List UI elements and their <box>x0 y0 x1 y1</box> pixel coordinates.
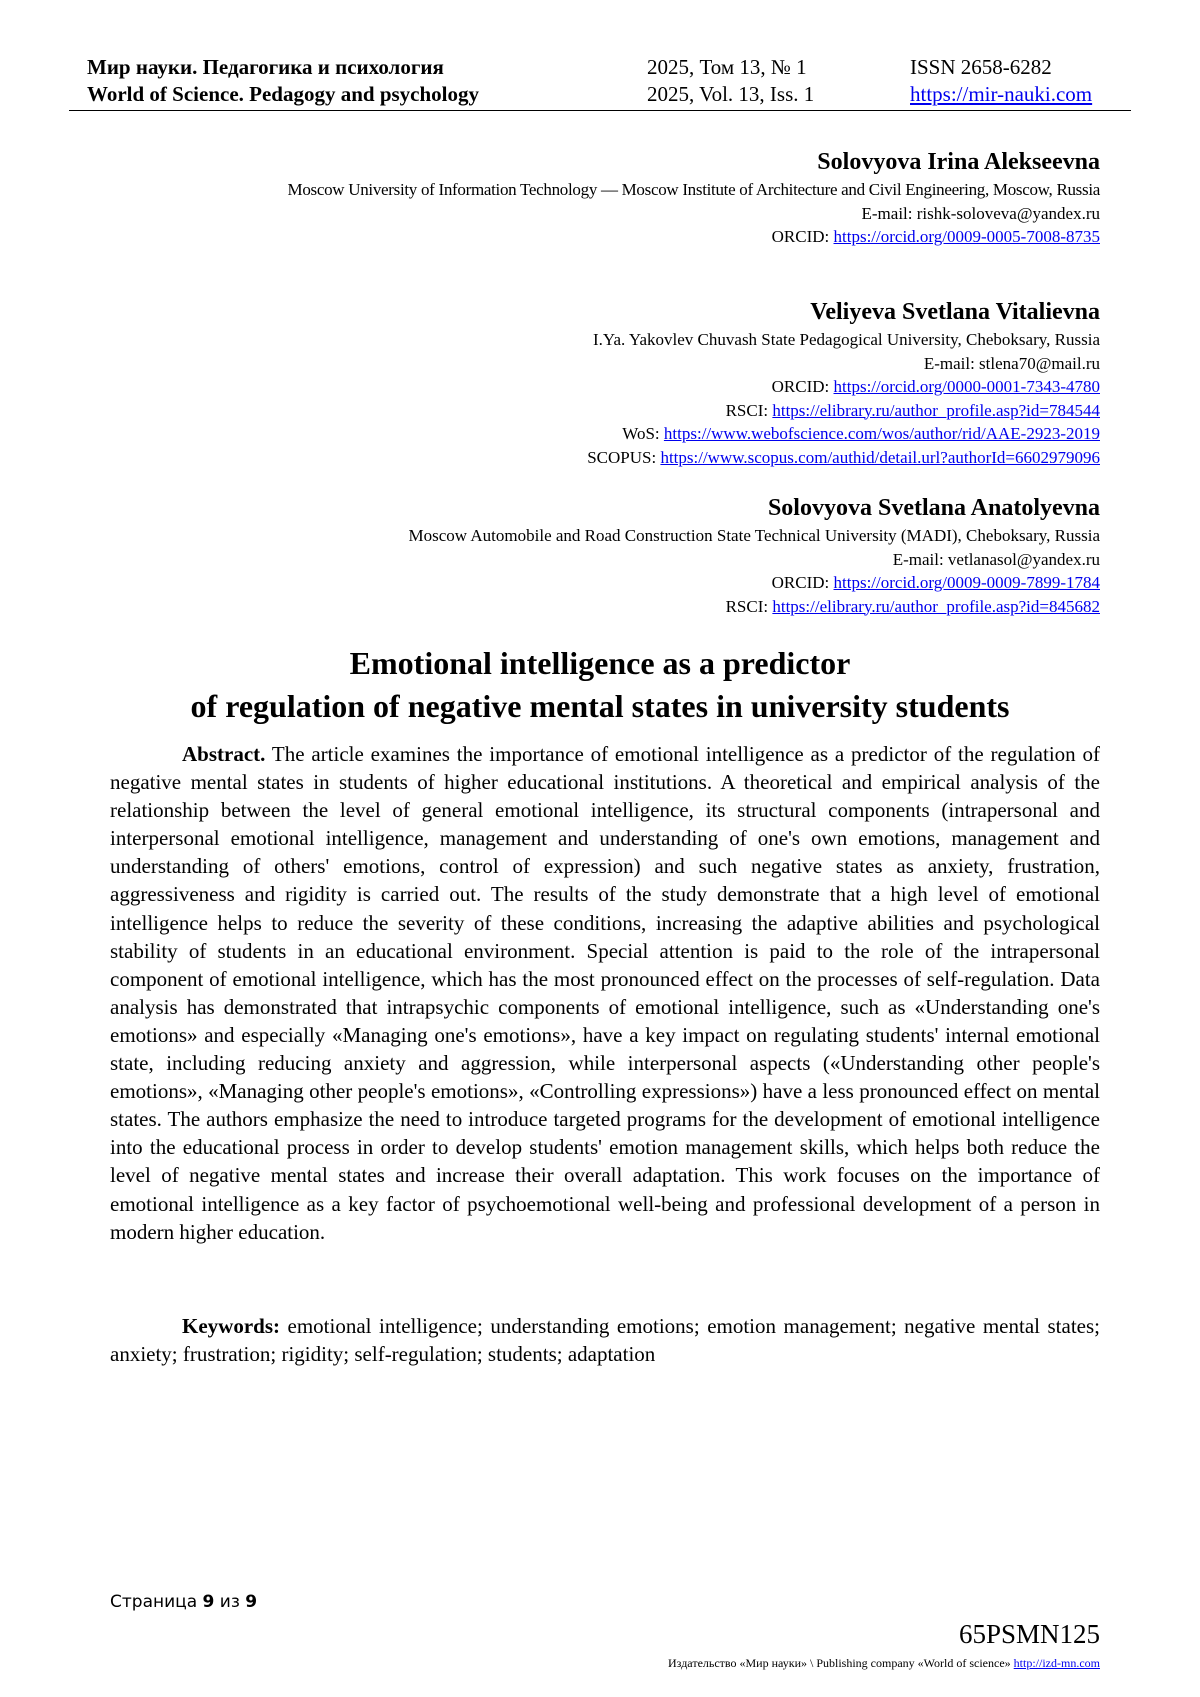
author-name: Solovyova Svetlana Anatolyevna <box>767 495 1100 521</box>
author-email: E-mail: vetlanasol@yandex.ru <box>892 549 1100 569</box>
keywords-text: emotional intelligence; understanding emotions; emotion management; negative mental states; anxiety; frustration; rigidity; self-regulation; students; adaptation <box>110 1314 1100 1367</box>
page-total: 9 <box>245 1592 258 1612</box>
rsci-link[interactable]: https://elibrary.ru/author_profile.asp?id=784544 <box>772 400 1100 420</box>
author-link-row <box>587 422 1100 446</box>
journal-title-en: World of Science. Pedagogy and psychology <box>87 82 480 106</box>
author-name: Solovyova Irina Alekseevna <box>817 149 1100 175</box>
author-link-label: RSCI: <box>725 400 773 420</box>
author-affiliation: Moscow University of Information Technology — Moscow Institute of Architecture and Civil Engineering, Moscow, Russia <box>287 180 1100 199</box>
abstract <box>110 740 1100 1246</box>
issue-info-ru: 2025, Том 13, № 1 <box>647 55 807 79</box>
author-link-label: ORCID: <box>771 227 834 246</box>
issue-info-en: 2025, Vol. 13, Iss. 1 <box>647 82 815 106</box>
wos-link[interactable]: https://www.webofscience.com/wos/author/rid/AAE-2923-2019 <box>663 424 1100 443</box>
author-affiliation: I.Ya. Yakovlev Chuvash State Pedagogical University, Cheboksary, Russia <box>593 330 1100 349</box>
page-counter-prefix: Страница <box>110 1592 203 1612</box>
article-code: 65PSMN125 <box>958 1619 1100 1649</box>
journal-site-link[interactable]: https://mir-nauki.com <box>910 82 1093 106</box>
publisher-text: Издательство «Мир науки» \ Publishing company «World of science» <box>668 1656 1014 1670</box>
orcid-link[interactable]: https://orcid.org/0009-0005-7008-8735 <box>833 227 1100 246</box>
author-link-row <box>587 375 1100 399</box>
keywords <box>110 1312 1100 1368</box>
abstract-label: Abstract. <box>182 742 266 766</box>
keywords-label: Keywords: <box>182 1314 280 1338</box>
abstract-text: The article examines the importance of emotional intelligence as a predictor of the regulation of negative mental states in students of higher educational institutions. A theoretical and empirical analysis of the relationship between the level of general emotional intelligence, its structural components (intrapersonal and interpersonal emotional intelligence, management and understanding of one's own emotions, management and understanding of others' emotions, control of expression) and such negative states as anxiety, frustration, aggressiveness and rigidity is carried out. The results of the study demonstrate that a high level of emotional intelligence helps to reduce the severity of these conditions, increasing the adaptive abilities and psychological stability of students in an educational environment. Special attention is paid to the role of the intrapersonal component of emotional intelligence, which has the most pronounced effect on the processes of self-regulation. Data analysis has demonstrated that intrapsychic components of emotional intelligence, such as «Understanding one's emotions» and especially «Managing one's emotions», have a key impact on regulating students' internal emotional state, including reducing anxiety and aggression, while interpersonal aspects («Understanding other people's emotions», «Managing other people's emotions», «Controlling expressions») have a less pronounced effect on mental states. The authors emphasize the need to introduce targeted programs for the development of emotional intelligence into the educational process in order to develop students' emotion management skills, which helps both reduce the level of negative mental states and increase their overall adaptation. This work focuses on the importance of emotional intelligence as a key factor of psychoemotional well-being and professional development of a person in modern higher education. <box>110 742 1100 1244</box>
author-link-row <box>587 399 1100 423</box>
page-counter <box>110 1592 257 1612</box>
author-affiliation: Moscow Automobile and Road Construction State Technical University (MADI), Cheboksary, Russia <box>408 526 1100 545</box>
page-counter-sep: из <box>214 1592 246 1612</box>
author-link-row <box>409 595 1100 619</box>
scopus-link[interactable]: https://www.scopus.com/authid/detail.url?authorId=6602979096 <box>660 447 1100 467</box>
article-title <box>100 642 1100 728</box>
rsci-link[interactable]: https://elibrary.ru/author_profile.asp?id=845682 <box>772 596 1100 616</box>
author-block-2 <box>587 296 1100 469</box>
article-title-line-1: Emotional intelligence as a predictor <box>349 645 851 681</box>
author-link-label: SCOPUS: <box>587 447 661 467</box>
journal-header <box>87 54 1129 108</box>
publisher-link[interactable]: http://izd-mn.com <box>1013 1656 1100 1670</box>
author-block-3 <box>409 492 1100 618</box>
journal-title-ru: Мир науки. Педагогика и психология <box>87 55 444 79</box>
author-link-label: RSCI: <box>725 596 773 616</box>
issn: ISSN 2658-6282 <box>910 55 1052 79</box>
orcid-link[interactable]: https://orcid.org/0009-0009-7899-1784 <box>833 573 1100 592</box>
author-email: E-mail: rishk-soloveva@yandex.ru <box>861 203 1100 223</box>
author-block-1 <box>288 146 1100 249</box>
author-link-label: ORCID: <box>771 377 834 396</box>
author-link-row <box>409 571 1100 595</box>
author-link-row <box>288 225 1100 249</box>
orcid-link[interactable]: https://orcid.org/0000-0001-7343-4780 <box>833 377 1100 396</box>
author-link-label: ORCID: <box>771 573 834 592</box>
header-divider <box>69 110 1131 111</box>
author-email: E-mail: stlena70@mail.ru <box>923 353 1100 373</box>
publisher-line <box>668 1655 1100 1671</box>
article-title-line-2: of regulation of negative mental states in university students <box>190 688 1010 724</box>
author-link-label: WoS: <box>622 424 664 443</box>
author-link-row <box>587 446 1100 470</box>
author-name: Veliyeva Svetlana Vitalievna <box>810 299 1100 325</box>
page-current: 9 <box>202 1592 215 1612</box>
